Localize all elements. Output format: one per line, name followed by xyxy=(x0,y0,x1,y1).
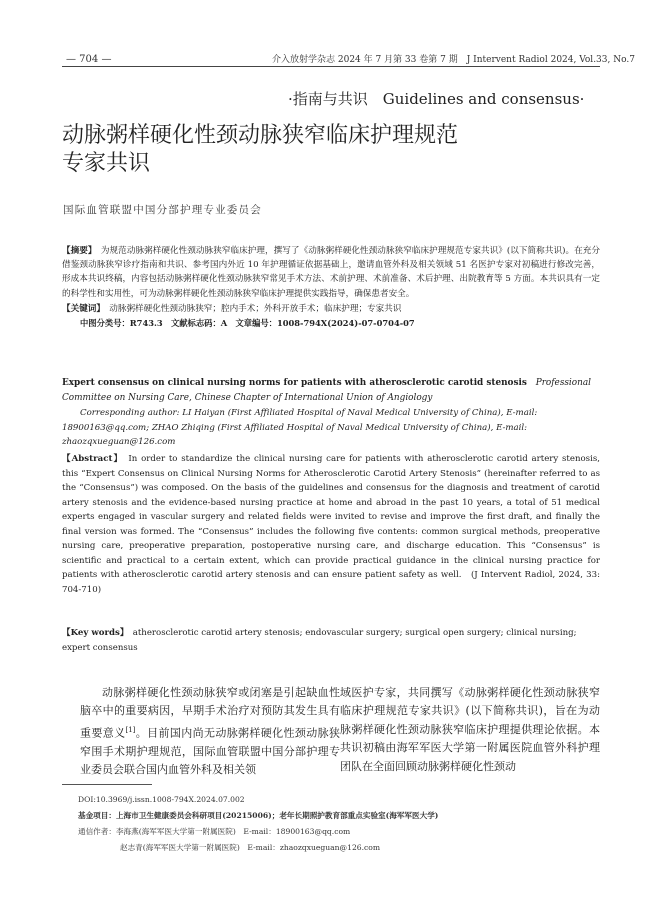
corresponding-author-1: 通信作者：李海燕(海军军医大学第一附属医院) E-mail：18900163@qq.com xyxy=(78,827,351,836)
chinese-keywords xyxy=(62,302,600,316)
header-rule xyxy=(62,66,600,67)
classification-line: 中图分类号：R743.3 文献标志码：A 文章编号：1008-794X(2024)-07-0704-07 xyxy=(80,318,415,329)
citation-ref: [1] xyxy=(125,725,136,734)
english-abstract xyxy=(62,452,600,597)
journal-running-header: 介入放射学杂志 2024 年 7 月第 33 卷第 7 期 J Intervent Radiol 2024, Vol.33, No.7 xyxy=(272,55,635,65)
body-left-text-continued: 。目前国内尚无动脉粥样硬化性颈动脉狭窄围手术期护理规范，国际血管联盟中国分部护理专业委员会联合国内血管外科及相关领 xyxy=(80,726,340,777)
english-abstract-label: 【Abstract】 xyxy=(62,454,119,464)
english-title-main: Expert consensus on clinical nursing norms for patients with atherosclerotic carotid stenosis xyxy=(62,378,527,388)
english-corresponding-author: Corresponding author: LI Haiyan (First Affiliated Hospital of Naval Medical University of China), E-mail: 18900163@qq.com; ZHAO Zhiqing (First Affiliated Hospital of Naval Medical University of China), E-mail: zhaozqxueguan@126.com xyxy=(62,408,538,447)
body-column-right: 域医护专家，共同撰写《动脉粥样硬化性颈动脉狭窄临床护理规范专家共识》(以下简称共识)，旨在为动脉粥样硬化性颈动脉狭窄临床护理提供理论依据。本共识初稿由海军军医大学第一附属医院血管外科护理团队在全面回顾动脉粥样硬化性颈动 xyxy=(340,686,600,773)
fund-info: 基金项目：上海市卫生健康委员会科研项目(20215006)；老年长期照护教育部重点实验室(海军军医大学) xyxy=(78,811,439,820)
body-left-text: 动脉粥样硬化性颈动脉狭窄或闭塞是引起缺血性脑卒中的重要病因，早期手术治疗对预防其发生具有重要意义 xyxy=(80,686,340,740)
english-title-author: Professional Committee on Nursing Care, Chinese Chapter of International Union of Angiology xyxy=(62,378,591,403)
author-organization: 国际血管联盟中国分部护理专业委员会 xyxy=(63,204,262,216)
english-keywords xyxy=(62,626,600,655)
chinese-keywords-text: 动脉粥样硬化性颈动脉狭窄；腔内手术；外科开放手术；临床护理；专家共识 xyxy=(100,303,402,314)
body-column-left xyxy=(80,684,340,780)
english-keywords-label: 【Key words】 xyxy=(62,628,125,638)
footnote-rule xyxy=(62,784,152,785)
english-keywords-text: atherosclerotic carotid artery stenosis; endovascular surgery; surgical open surgery; clinical nursing; expert consensus xyxy=(62,628,577,653)
doi: DOI:10.3969/j.issn.1008-794X.2024.07.002 xyxy=(78,795,245,804)
page-number: — 704 — xyxy=(66,54,112,65)
chinese-abstract-paragraph xyxy=(62,244,600,301)
article-title-line-1: 动脉粥样硬化性颈动脉狭窄临床护理规范 xyxy=(62,123,459,148)
chinese-abstract-label: 【摘要】 xyxy=(62,246,93,256)
chinese-abstract xyxy=(62,244,600,330)
article-title xyxy=(62,122,492,178)
english-abstract-text: In order to standardize the clinical nursing care for patients with atherosclerotic carotid artery stenosis, this “Expert Consensus on Clinical Nursing Norms for Atherosclerotic Carotid Artery Stenosis” (hereinafter referred to as the “Consensus”) was composed. On the basis of the guidelines and consensus for the diagnosis and treatment of carotid artery stenosis and the evidence-based nursing practice at home and abroad in the past 10 years, a total of 51 medical experts engaged in vascular surgery and related fields were invited to revise and improve the first draft, and finally the final version was formed. The “Consensus” includes the following five contents: common surgical methods, preoperative nursing care, preoperative preparation, postoperative nursing care, and discharge education. This “Consensus” is scientific and practical to a certain extent, which can provide practical guidance in the clinical nursing practice for patients with atherosclerotic carotid artery stenosis and can ensure patient safety as well. (J Intervent Radiol, 2024, 33: 704-710) xyxy=(62,454,600,595)
article-title-line-2: 专家共识 xyxy=(62,151,151,176)
english-title xyxy=(62,376,600,405)
section-label: ·指南与共识 Guidelines and consensus· xyxy=(288,90,585,108)
corresponding-author-2: 赵志青(海军军医大学第一附属医院) E-mail：zhaozqxueguan@126.com xyxy=(120,843,381,852)
chinese-keywords-label: 【关键词】 xyxy=(62,303,101,314)
chinese-abstract-text: 为规范动脉粥样硬化性颈动脉狭窄临床护理，撰写了《动脉粥样硬化性颈动脉狭窄临床护理规范专家共识》(以下简称共识)。在充分借鉴颈动脉狭窄诊疗指南和共识、参考国内外近 10 年护理循证依据基础上，邀请血管外科及相关领域 51 名医护专家对初稿进行修改完善，形成本共识终稿，内容包括动脉粥样硬化性颈动脉狭窄常见手术方法、术前护理、术前准备、术后护理、出院教育等 5 方面。本共识具有一定的科学性和实用性，可为动脉粥样硬化性颈动脉狭窄临床护理提供实践指导，确保患者安全。 xyxy=(62,246,601,299)
